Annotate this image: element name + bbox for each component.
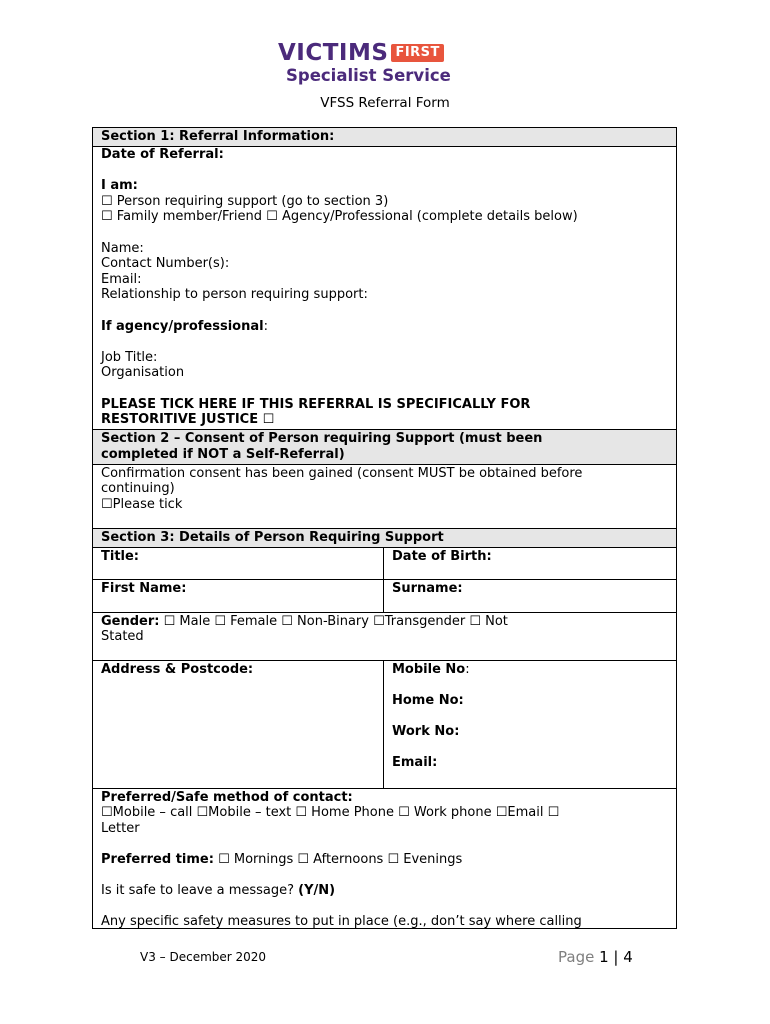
surname-field[interactable]: Surname: [392, 580, 463, 596]
date-of-referral-label: Date of Referral: [101, 147, 224, 162]
logo-subtitle: Specialist Service [286, 66, 451, 85]
section2-body [93, 465, 676, 529]
consent-checkbox[interactable]: ☐Please tick [101, 496, 183, 512]
address-postcode-field[interactable]: Address & Postcode: [93, 661, 384, 788]
restorative-justice-label: PLEASE TICK HERE IF THIS REFERRAL IS SPECIFICALLY FOR [101, 396, 531, 412]
section1-body [93, 147, 676, 430]
job-title-field[interactable]: Job Title: [101, 349, 158, 365]
consent-text: Confirmation consent has been gained (consent MUST be obtained before [101, 465, 583, 481]
gender-row [93, 613, 676, 661]
work-number-field[interactable]: Work No: [392, 724, 460, 740]
safe-message-question[interactable]: Is it safe to leave a message? (Y/N) [101, 883, 336, 899]
safety-measures-field[interactable]: Any specific safety measures to put in place (e.g., don’t say where calling [101, 914, 582, 929]
referral-form-table [92, 127, 677, 929]
gender-not-stated: Stated [101, 629, 144, 645]
option-family-agency-checkbox[interactable]: ☐ Family member/Friend ☐ Agency/Professional (complete details below) [101, 209, 578, 225]
name-field[interactable]: Name: [101, 240, 144, 256]
consent-text-cont: continuing) [101, 481, 175, 497]
contact-preferences [93, 789, 676, 929]
title-field[interactable]: Title: [93, 548, 384, 579]
document-title: VFSS Referral Form [320, 95, 450, 111]
preferred-time-options[interactable]: Preferred time: ☐ Mornings ☐ Afternoons ☐ Evenings [101, 852, 463, 868]
section1-header: Section 1: Referral Information: [93, 128, 676, 147]
victims-first-logo [278, 40, 478, 88]
agency-professional-label: If agency/professional: [101, 318, 268, 334]
option-person-checkbox[interactable]: ☐ Person requiring support (go to section 3) [101, 193, 389, 209]
contact-method-letter[interactable]: Letter [101, 820, 140, 836]
first-name-field[interactable]: First Name: [93, 580, 384, 612]
logo-first-badge: FIRST [391, 44, 443, 62]
home-number-field[interactable]: Home No: [392, 692, 464, 708]
version-footer: V3 – December 2020 [140, 950, 267, 964]
date-of-birth-field[interactable]: Date of Birth: [392, 548, 492, 564]
mobile-number-field[interactable]: Mobile No: [392, 661, 470, 677]
organisation-field[interactable]: Organisation [101, 365, 185, 381]
relationship-field[interactable]: Relationship to person requiring support: [101, 287, 368, 303]
contact-email-field[interactable]: Email: [392, 755, 438, 771]
page-number: Page 1 | 4 [558, 948, 633, 966]
section2-header: Section 2 – Consent of Person requiring Support (must been completed if NOT a Self-Referral) [93, 430, 676, 465]
contact-number-field[interactable]: Contact Number(s): [101, 256, 230, 272]
i-am-label: I am: [101, 178, 138, 194]
logo-victims-text: VICTIMS [278, 40, 389, 66]
section3-header: Section 3: Details of Person Requiring Support [93, 529, 676, 548]
email-field[interactable]: Email: [101, 271, 142, 287]
contact-method-checkboxes[interactable]: ☐Mobile – call ☐Mobile – text ☐ Home Phone ☐ Work phone ☐Email ☐ [101, 805, 560, 821]
restorative-justice-checkbox[interactable]: RESTORITIVE JUSTICE ☐ [101, 412, 275, 428]
preferred-method-label: Preferred/Safe method of contact: [101, 789, 353, 805]
gender-options[interactable]: Gender: ☐ Male ☐ Female ☐ Non-Binary ☐Transgender ☐ Not [101, 613, 508, 629]
